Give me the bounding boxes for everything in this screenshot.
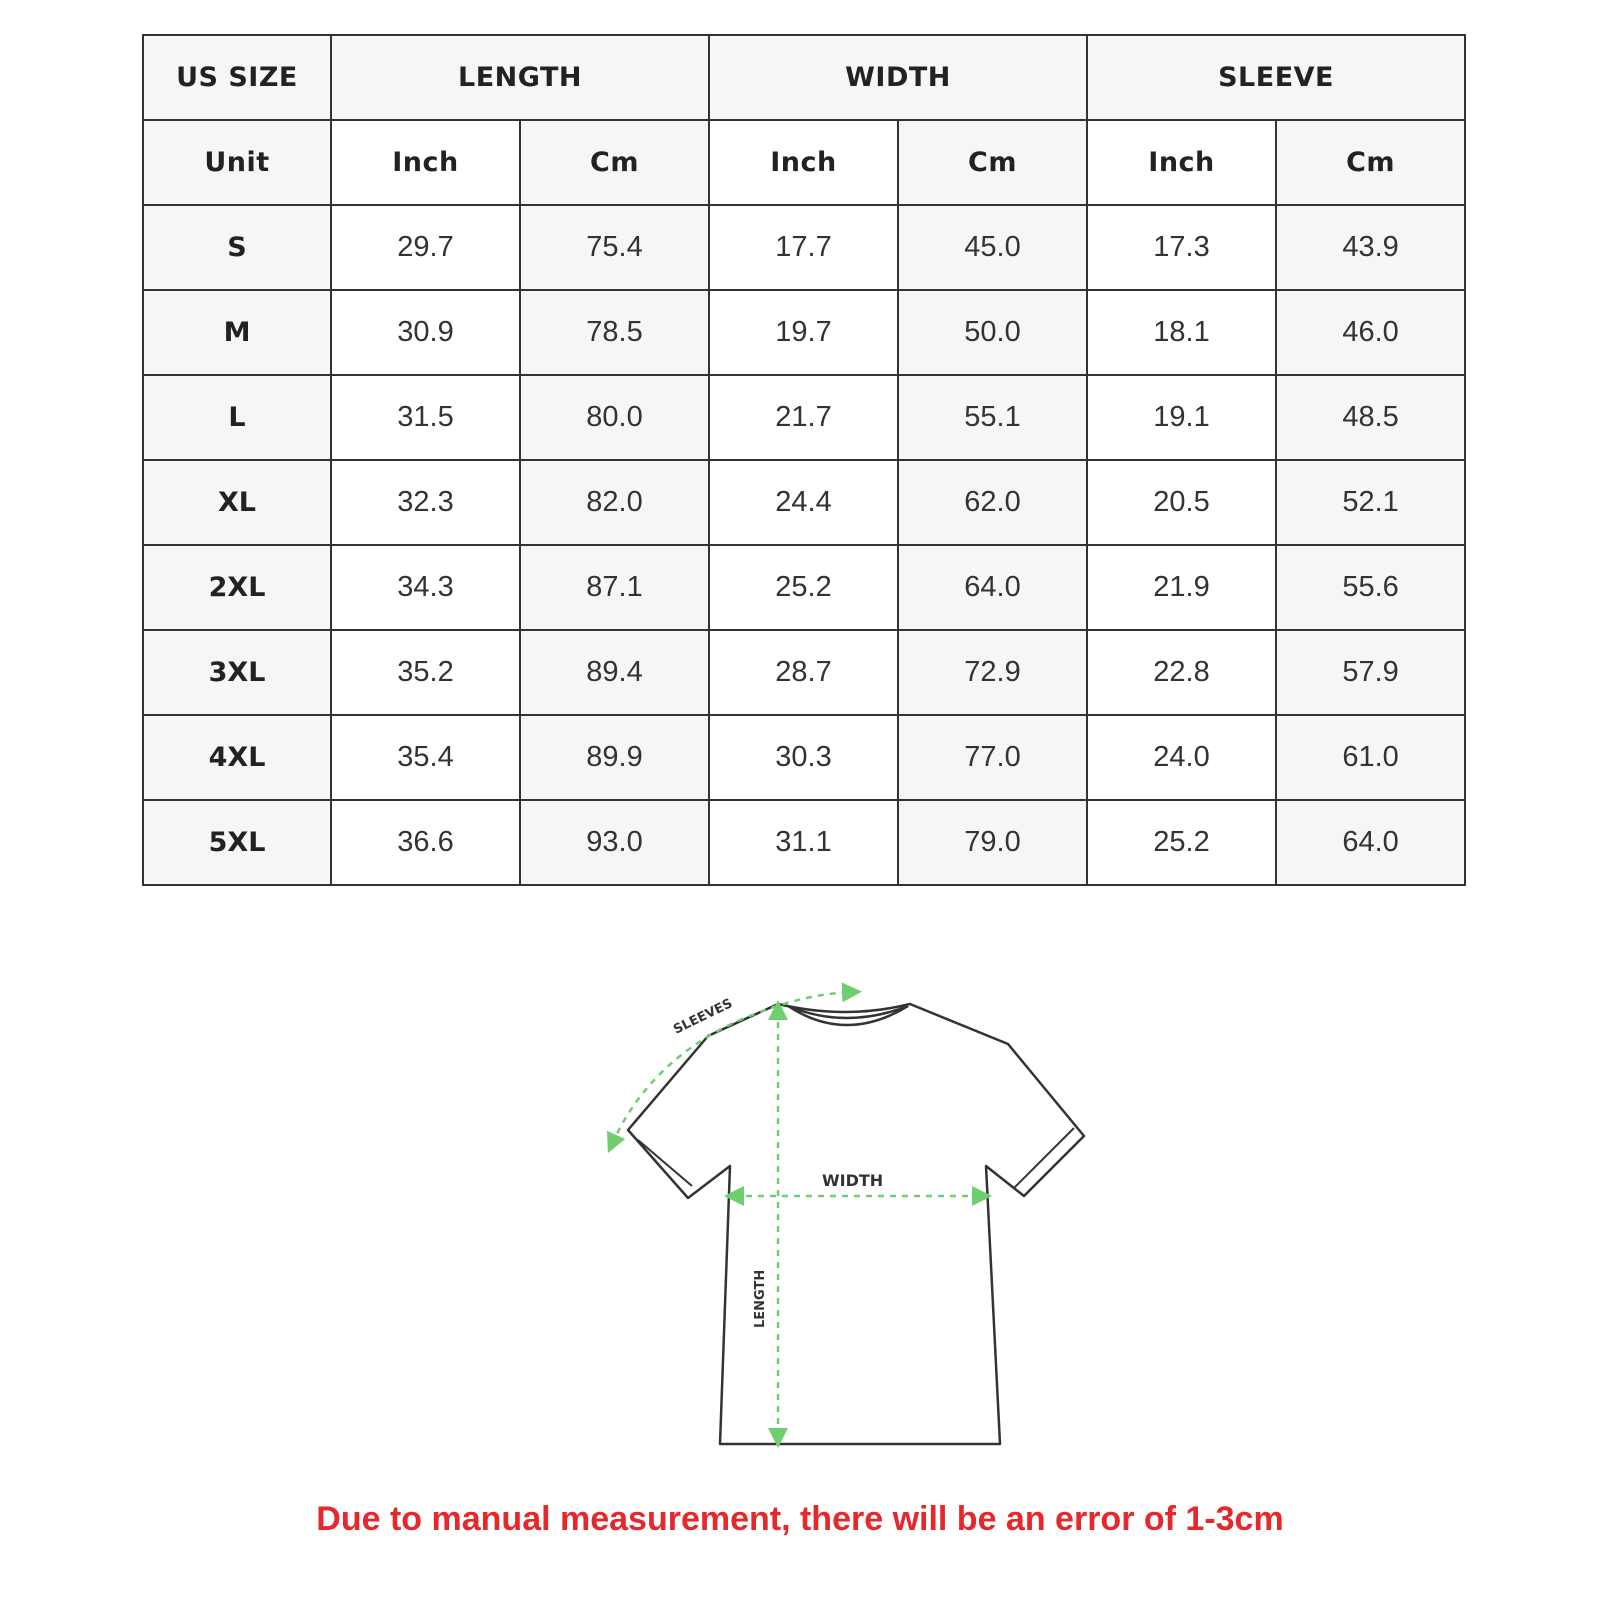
unit-length-cm: Cm bbox=[520, 120, 709, 205]
sleeve-inch-cell: 18.1 bbox=[1087, 290, 1276, 375]
width-cm-cell: 50.0 bbox=[898, 290, 1087, 375]
size-cell: 3XL bbox=[143, 630, 331, 715]
sleeve-inch-cell: 22.8 bbox=[1087, 630, 1276, 715]
sleeve-inch-cell: 20.5 bbox=[1087, 460, 1276, 545]
tshirt-measurement-diagram bbox=[590, 960, 1090, 1460]
length-cm-cell: 87.1 bbox=[520, 545, 709, 630]
unit-length-inch: Inch bbox=[331, 120, 520, 205]
sleeve-inch-cell: 19.1 bbox=[1087, 375, 1276, 460]
size-cell: L bbox=[143, 375, 331, 460]
header-sleeve: SLEEVE bbox=[1087, 35, 1465, 120]
width-cm-cell: 64.0 bbox=[898, 545, 1087, 630]
table-row bbox=[143, 460, 1465, 545]
table-row bbox=[143, 715, 1465, 800]
unit-row bbox=[143, 120, 1465, 205]
length-inch-cell: 34.3 bbox=[331, 545, 520, 630]
size-cell: S bbox=[143, 205, 331, 290]
sleeve-cm-cell: 46.0 bbox=[1276, 290, 1465, 375]
size-chart-table bbox=[142, 34, 1466, 886]
unit-width-cm: Cm bbox=[898, 120, 1087, 205]
length-cm-cell: 89.9 bbox=[520, 715, 709, 800]
table-row bbox=[143, 290, 1465, 375]
width-cm-cell: 62.0 bbox=[898, 460, 1087, 545]
length-inch-cell: 29.7 bbox=[331, 205, 520, 290]
length-inch-cell: 35.2 bbox=[331, 630, 520, 715]
width-label: WIDTH bbox=[822, 1171, 884, 1190]
sleeve-inch-cell: 17.3 bbox=[1087, 205, 1276, 290]
header-row bbox=[143, 35, 1465, 120]
width-cm-cell: 79.0 bbox=[898, 800, 1087, 885]
header-width: WIDTH bbox=[709, 35, 1087, 120]
sleeve-cm-cell: 52.1 bbox=[1276, 460, 1465, 545]
width-inch-cell: 17.7 bbox=[709, 205, 898, 290]
sleeve-cm-cell: 48.5 bbox=[1276, 375, 1465, 460]
length-inch-cell: 32.3 bbox=[331, 460, 520, 545]
unit-label: Unit bbox=[143, 120, 331, 205]
length-cm-cell: 78.5 bbox=[520, 290, 709, 375]
table-row bbox=[143, 545, 1465, 630]
measurement-error-note: Due to manual measurement, there will be an error of 1-3cm bbox=[316, 1500, 1284, 1538]
unit-sleeve-cm: Cm bbox=[1276, 120, 1465, 205]
length-cm-cell: 82.0 bbox=[520, 460, 709, 545]
width-inch-cell: 21.7 bbox=[709, 375, 898, 460]
width-inch-cell: 30.3 bbox=[709, 715, 898, 800]
table-row bbox=[143, 205, 1465, 290]
length-inch-cell: 31.5 bbox=[331, 375, 520, 460]
length-label: LENGTH bbox=[753, 1269, 768, 1328]
table-row bbox=[143, 800, 1465, 885]
length-inch-cell: 30.9 bbox=[331, 290, 520, 375]
length-cm-cell: 75.4 bbox=[520, 205, 709, 290]
size-cell: 2XL bbox=[143, 545, 331, 630]
size-cell: 4XL bbox=[143, 715, 331, 800]
sleeve-inch-cell: 25.2 bbox=[1087, 800, 1276, 885]
length-cm-cell: 80.0 bbox=[520, 375, 709, 460]
sleeve-cm-cell: 55.6 bbox=[1276, 545, 1465, 630]
unit-width-inch: Inch bbox=[709, 120, 898, 205]
length-cm-cell: 89.4 bbox=[520, 630, 709, 715]
length-inch-cell: 36.6 bbox=[331, 800, 520, 885]
table-row bbox=[143, 375, 1465, 460]
tshirt-outline bbox=[628, 1004, 1084, 1444]
sleeve-cm-cell: 57.9 bbox=[1276, 630, 1465, 715]
table-row bbox=[143, 630, 1465, 715]
sleeve-inch-cell: 21.9 bbox=[1087, 545, 1276, 630]
length-cm-cell: 93.0 bbox=[520, 800, 709, 885]
width-cm-cell: 77.0 bbox=[898, 715, 1087, 800]
size-cell: 5XL bbox=[143, 800, 331, 885]
width-inch-cell: 28.7 bbox=[709, 630, 898, 715]
sleeves-label: SLEEVES bbox=[671, 996, 736, 1038]
sleeve-cm-cell: 61.0 bbox=[1276, 715, 1465, 800]
width-inch-cell: 24.4 bbox=[709, 460, 898, 545]
width-inch-cell: 31.1 bbox=[709, 800, 898, 885]
sleeve-inch-cell: 24.0 bbox=[1087, 715, 1276, 800]
length-inch-cell: 35.4 bbox=[331, 715, 520, 800]
width-cm-cell: 55.1 bbox=[898, 375, 1087, 460]
size-cell: XL bbox=[143, 460, 331, 545]
size-cell: M bbox=[143, 290, 331, 375]
header-us-size: US SIZE bbox=[143, 35, 331, 120]
width-inch-cell: 25.2 bbox=[709, 545, 898, 630]
width-inch-cell: 19.7 bbox=[709, 290, 898, 375]
sleeve-cm-cell: 43.9 bbox=[1276, 205, 1465, 290]
unit-sleeve-inch: Inch bbox=[1087, 120, 1276, 205]
sleeve-cm-cell: 64.0 bbox=[1276, 800, 1465, 885]
header-length: LENGTH bbox=[331, 35, 709, 120]
width-cm-cell: 45.0 bbox=[898, 205, 1087, 290]
width-cm-cell: 72.9 bbox=[898, 630, 1087, 715]
